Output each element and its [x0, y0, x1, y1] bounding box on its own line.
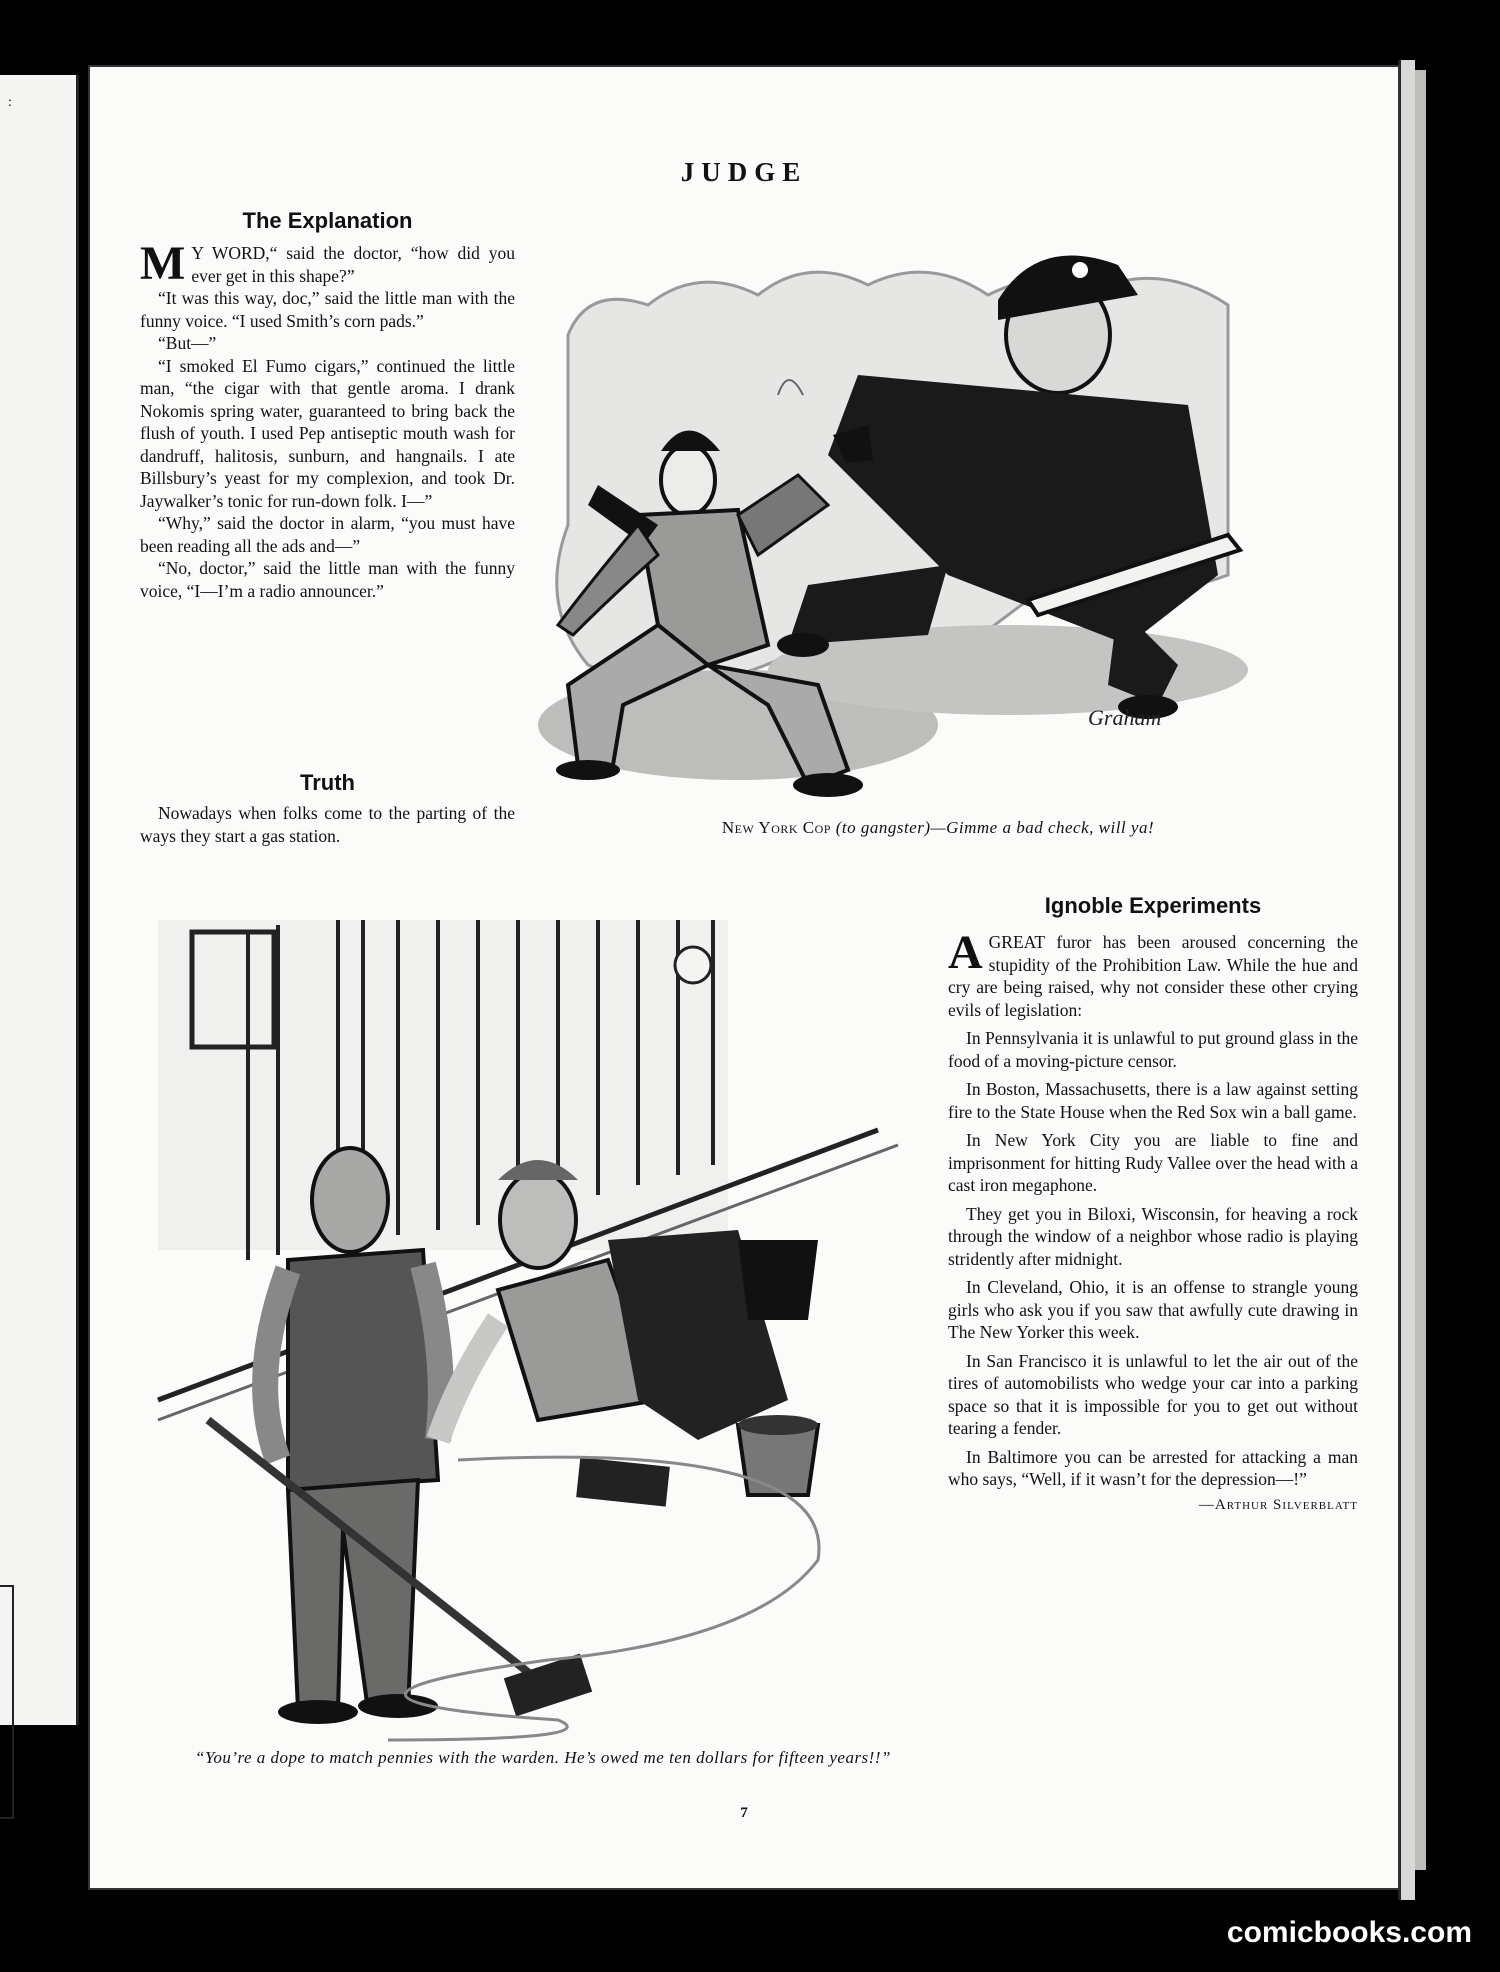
watermark: comicbooks.com	[1226, 1916, 1472, 1949]
paragraph: “It was this way, doc,” said the little man with the funny voice. “I used Smith’s corn pads.”	[140, 288, 515, 331]
paragraph: In Boston, Massachusetts, there is a law against setting fire to the State House when the Red Sox win a ball game.	[948, 1079, 1358, 1122]
paragraph: “I smoked El Fumo cigars,” continued the little man, “the cigar with that gentle aroma. I drank Nokomis spring water, guaranteed to bring back the flush of youth. I used Pep antiseptic mouth wash for dandruff, halitosis, sunburn, and hangnails. I ate Billsbury’s yeast for my complexion, and took Dr. Jaywalker’s tonic for run-down folk. I—”	[140, 355, 515, 511]
article-truth	[140, 770, 515, 847]
magazine-page	[88, 65, 1400, 1890]
paragraph: In Baltimore you can be arrested for attacking a man who says, “Well, if it wasn’t for the depression—!”	[948, 1446, 1358, 1489]
drop-cap: A	[948, 926, 983, 979]
magazine-title: JUDGE	[680, 157, 808, 187]
cop-gangster-illustration	[528, 225, 1388, 865]
drop-cap: M	[140, 237, 186, 290]
paragraph: They get you in Biloxi, Wisconsin, for heaving a rock through the window of a neighbor whose radio is playing stridently after midnight.	[948, 1203, 1358, 1269]
paragraph: In Pennsylvania it is unlawful to put ground glass in the food of a moving-picture censor.	[948, 1028, 1358, 1071]
artist-signature: Graham	[1088, 705, 1162, 730]
paragraph: In Cleveland, Ohio, it is an offense to strangle young girls who ask you if you saw that awfully cute drawing in The New Yorker this week.	[948, 1277, 1358, 1342]
cartoon-caption: “You’re a dope to match pennies with the warden. He’s owed me ten dollars for fifteen years!!”	[195, 1748, 891, 1767]
paragraph: “Why,” said the doctor in alarm, “you must have been reading all the ads and—”	[140, 513, 515, 556]
paragraph: In San Francisco it is unlawful to let the air out of the tires of automobilists who wedge your car into a parking space so that it is impossible for you to get out without tearing a fender.	[948, 1350, 1358, 1438]
page-number: 7	[740, 1805, 748, 1821]
paragraph: “No, doctor,” said the little man with the funny voice, “I—I’m a radio announcer.”	[140, 558, 515, 601]
article-title: Truth	[300, 770, 355, 795]
paragraph: “But—”	[158, 333, 217, 353]
paragraph: Nowadays when folks come to the parting of the ways they start a gas station.	[140, 803, 515, 846]
byline: —Arthur Silverblatt	[1198, 1496, 1358, 1513]
paragraph: In New York City you are liable to fine and imprisonment for hitting Rudy Vallee over the head with a cast iron megaphone.	[948, 1130, 1358, 1195]
cartoon-caption: New York Cop (to gangster)—Gimme a bad check, will ya!	[721, 818, 1155, 837]
article-title: The Explanation	[242, 208, 413, 233]
previous-page-edge: :	[0, 75, 79, 1725]
article-explanation: The Explanation M Y WORD,“ said the doctor, “how did you ever get in this shape?” “It was this way, doc,” said the little man with the funny voice. “I used Smith’s corn pads.” “But—” “I smoked El Fumo cigars,” continued the little man, “the cigar with that gentle aroma. I drank Nokomis spring water, guaranteed to bring back the flush of youth. I used Pep antiseptic mouth wash for dandruff, halitosis, sunburn, and hangnails. I ate Billsbury’s yeast for my complexion, and took Dr. Jaywalker’s tonic for run-down folk. I—” “Why,” said the doctor in alarm, “you must have been reading all the ads and—” “No, doctor,” said the little man with the funny voice, “I—I’m a radio announcer.”	[140, 208, 515, 601]
article-title: Ignoble Experiments	[1044, 893, 1262, 918]
prison-janitors-illustration	[138, 880, 998, 1760]
article-ignoble-experiments: Ignoble Experiments AGREAT furor has been aroused concerning the stupidity of the Prohibition Law. While the hue and cry are being raised, why not consider these other crying evils of legislation: In Pennsylvania it is unlawful to put ground glass in the food of a moving-picture censor. In Boston, Massachusetts, there is a law against setting fire to the State House when the Red Sox win a ball game. In New York City you are liable to fine and imprisonment for hitting Rudy Vallee over the head with a cast iron megaphone. They get you in Biloxi, Wisconsin, for heaving a rock through the window of a neighbor whose radio is playing stridently after midnight. In Cleveland, Ohio, it is an offense to strangle young girls who ask you if you saw that awfully cute drawing in The New Yorker this week. In San Francisco it is unlawful to let the air out of the tires of automobilists who wedge your car into a parking space so that it is impossible for you to get out without tearing a fender. In Baltimore you can be arrested for attacking a man who says, “Well, if it wasn’t for the depression—!” —Arthur Silverblatt	[948, 893, 1358, 1513]
